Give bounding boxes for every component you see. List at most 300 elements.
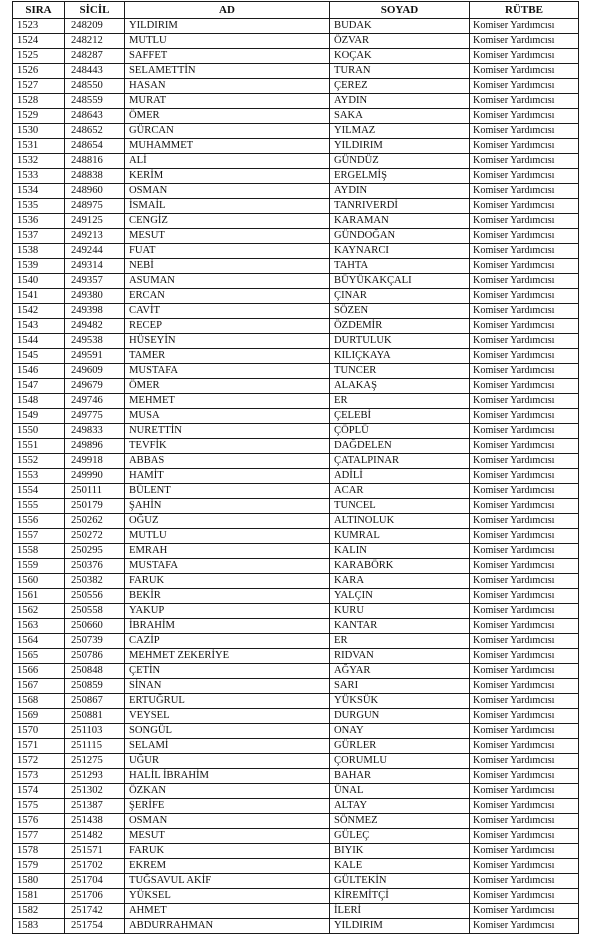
- cell-rutbe: Komiser Yardımcısı: [470, 754, 579, 769]
- cell-rutbe: Komiser Yardımcısı: [470, 64, 579, 79]
- table-row: [13, 874, 579, 889]
- cell-soyad: KILIÇKAYA: [330, 349, 470, 364]
- cell-soyad: TANRIVERDİ: [330, 199, 470, 214]
- table-row: [13, 379, 579, 394]
- cell-ad: HAMİT: [125, 469, 330, 484]
- cell-soyad: ÇINAR: [330, 289, 470, 304]
- cell-sira: 1538: [13, 244, 65, 259]
- cell-ad: GÜRCAN: [125, 124, 330, 139]
- cell-ad: YILDIRIM: [125, 19, 330, 34]
- cell-sicil: 249398: [65, 304, 125, 319]
- cell-sira: 1559: [13, 559, 65, 574]
- table-row: [13, 139, 579, 154]
- cell-sira: 1553: [13, 469, 65, 484]
- cell-ad: MUTLU: [125, 529, 330, 544]
- cell-rutbe: Komiser Yardımcısı: [470, 259, 579, 274]
- table-row: [13, 664, 579, 679]
- cell-soyad: ÖZDEMİR: [330, 319, 470, 334]
- cell-sicil: 249896: [65, 439, 125, 454]
- cell-sicil: 251571: [65, 844, 125, 859]
- cell-ad: ÇETİN: [125, 664, 330, 679]
- cell-sira: 1574: [13, 784, 65, 799]
- cell-ad: İBRAHİM: [125, 619, 330, 634]
- cell-soyad: GÜNDÜZ: [330, 154, 470, 169]
- cell-sira: 1552: [13, 454, 65, 469]
- cell-sira: 1535: [13, 199, 65, 214]
- cell-ad: FUAT: [125, 244, 330, 259]
- cell-ad: ÖMER: [125, 379, 330, 394]
- cell-soyad: KAYNARCI: [330, 244, 470, 259]
- cell-sira: 1526: [13, 64, 65, 79]
- table-row: [13, 244, 579, 259]
- cell-rutbe: Komiser Yardımcısı: [470, 859, 579, 874]
- table-row: [13, 169, 579, 184]
- cell-rutbe: Komiser Yardımcısı: [470, 709, 579, 724]
- cell-sicil: 251702: [65, 859, 125, 874]
- cell-ad: MEHMET ZEKERİYE: [125, 649, 330, 664]
- table-row: [13, 109, 579, 124]
- cell-rutbe: Komiser Yardımcısı: [470, 124, 579, 139]
- cell-sicil: 248838: [65, 169, 125, 184]
- table-row: [13, 334, 579, 349]
- cell-rutbe: Komiser Yardımcısı: [470, 784, 579, 799]
- cell-sira: 1562: [13, 604, 65, 619]
- cell-sicil: 250376: [65, 559, 125, 574]
- cell-soyad: KANTAR: [330, 619, 470, 634]
- table-row: [13, 634, 579, 649]
- cell-rutbe: Komiser Yardımcısı: [470, 169, 579, 184]
- table-header: [13, 2, 579, 19]
- cell-soyad: YILDIRIM: [330, 139, 470, 154]
- cell-sira: 1537: [13, 229, 65, 244]
- table-row: [13, 424, 579, 439]
- table-row: [13, 799, 579, 814]
- cell-sira: 1532: [13, 154, 65, 169]
- cell-rutbe: Komiser Yardımcısı: [470, 454, 579, 469]
- cell-ad: ASUMAN: [125, 274, 330, 289]
- cell-ad: HASAN: [125, 79, 330, 94]
- cell-rutbe: Komiser Yardımcısı: [470, 724, 579, 739]
- header-sira: SIRA: [13, 2, 65, 19]
- cell-rutbe: Komiser Yardımcısı: [470, 694, 579, 709]
- cell-rutbe: Komiser Yardımcısı: [470, 544, 579, 559]
- cell-ad: MUSTAFA: [125, 559, 330, 574]
- cell-sicil: 249244: [65, 244, 125, 259]
- cell-sicil: 248287: [65, 49, 125, 64]
- cell-sira: 1577: [13, 829, 65, 844]
- cell-soyad: YILDIRIM: [330, 919, 470, 934]
- cell-rutbe: Komiser Yardımcısı: [470, 514, 579, 529]
- cell-sicil: 251742: [65, 904, 125, 919]
- cell-ad: İSMAİL: [125, 199, 330, 214]
- cell-rutbe: Komiser Yardımcısı: [470, 304, 579, 319]
- cell-soyad: KARA: [330, 574, 470, 589]
- cell-sicil: 249679: [65, 379, 125, 394]
- table-row: [13, 814, 579, 829]
- cell-sicil: 250295: [65, 544, 125, 559]
- cell-sicil: 251706: [65, 889, 125, 904]
- cell-sicil: 249380: [65, 289, 125, 304]
- cell-ad: OSMAN: [125, 184, 330, 199]
- cell-soyad: BAHAR: [330, 769, 470, 784]
- cell-soyad: YÜKSÜK: [330, 694, 470, 709]
- cell-sira: 1549: [13, 409, 65, 424]
- cell-sira: 1546: [13, 364, 65, 379]
- table-row: [13, 619, 579, 634]
- cell-ad: MUSTAFA: [125, 364, 330, 379]
- cell-sicil: 250272: [65, 529, 125, 544]
- cell-sira: 1525: [13, 49, 65, 64]
- table-row: [13, 64, 579, 79]
- cell-ad: BÜLENT: [125, 484, 330, 499]
- cell-sira: 1558: [13, 544, 65, 559]
- cell-sicil: 248975: [65, 199, 125, 214]
- table-row: [13, 184, 579, 199]
- cell-sicil: 251115: [65, 739, 125, 754]
- cell-sicil: 249538: [65, 334, 125, 349]
- cell-sicil: 249213: [65, 229, 125, 244]
- cell-sira: 1581: [13, 889, 65, 904]
- table-row: [13, 394, 579, 409]
- cell-soyad: SÖZEN: [330, 304, 470, 319]
- table-row: [13, 124, 579, 139]
- cell-sira: 1556: [13, 514, 65, 529]
- cell-soyad: ÜNAL: [330, 784, 470, 799]
- cell-rutbe: Komiser Yardımcısı: [470, 844, 579, 859]
- table-row: [13, 709, 579, 724]
- cell-ad: EMRAH: [125, 544, 330, 559]
- cell-sira: 1565: [13, 649, 65, 664]
- cell-ad: MURAT: [125, 94, 330, 109]
- cell-ad: VEYSEL: [125, 709, 330, 724]
- cell-ad: UĞUR: [125, 754, 330, 769]
- cell-soyad: ER: [330, 394, 470, 409]
- cell-sira: 1530: [13, 124, 65, 139]
- cell-sira: 1580: [13, 874, 65, 889]
- cell-rutbe: Komiser Yardımcısı: [470, 214, 579, 229]
- table-row: [13, 889, 579, 904]
- cell-ad: TEVFİK: [125, 439, 330, 454]
- cell-sicil: 250739: [65, 634, 125, 649]
- cell-soyad: KARAMAN: [330, 214, 470, 229]
- cell-rutbe: Komiser Yardımcısı: [470, 19, 579, 34]
- cell-sira: 1564: [13, 634, 65, 649]
- cell-rutbe: Komiser Yardımcısı: [470, 49, 579, 64]
- cell-soyad: TURAN: [330, 64, 470, 79]
- cell-sira: 1547: [13, 379, 65, 394]
- cell-sicil: 251482: [65, 829, 125, 844]
- cell-sira: 1578: [13, 844, 65, 859]
- cell-rutbe: Komiser Yardımcısı: [470, 94, 579, 109]
- table-row: [13, 754, 579, 769]
- header-soyad: SOYAD: [330, 2, 470, 19]
- table-row: [13, 529, 579, 544]
- cell-rutbe: Komiser Yardımcısı: [470, 814, 579, 829]
- cell-ad: MEHMET: [125, 394, 330, 409]
- table-row: [13, 34, 579, 49]
- cell-rutbe: Komiser Yardımcısı: [470, 919, 579, 934]
- cell-soyad: BUDAK: [330, 19, 470, 34]
- cell-sira: 1567: [13, 679, 65, 694]
- table-row: [13, 19, 579, 34]
- table-row: [13, 739, 579, 754]
- cell-sicil: 251103: [65, 724, 125, 739]
- table-row: [13, 499, 579, 514]
- cell-sicil: 248652: [65, 124, 125, 139]
- cell-rutbe: Komiser Yardımcısı: [470, 739, 579, 754]
- cell-soyad: KURU: [330, 604, 470, 619]
- table-row: [13, 259, 579, 274]
- cell-ad: HALİL İBRAHİM: [125, 769, 330, 784]
- cell-sicil: 250558: [65, 604, 125, 619]
- cell-soyad: ÇÖPLÜ: [330, 424, 470, 439]
- cell-rutbe: Komiser Yardımcısı: [470, 484, 579, 499]
- cell-sicil: 250179: [65, 499, 125, 514]
- cell-sira: 1561: [13, 589, 65, 604]
- cell-sicil: 251302: [65, 784, 125, 799]
- cell-ad: ERTUĞRUL: [125, 694, 330, 709]
- cell-sicil: 249314: [65, 259, 125, 274]
- cell-sira: 1568: [13, 694, 65, 709]
- cell-ad: SİNAN: [125, 679, 330, 694]
- cell-ad: NURETTİN: [125, 424, 330, 439]
- cell-ad: CENGİZ: [125, 214, 330, 229]
- cell-sicil: 249125: [65, 214, 125, 229]
- cell-sira: 1555: [13, 499, 65, 514]
- cell-soyad: ÇORUMLU: [330, 754, 470, 769]
- cell-sira: 1554: [13, 484, 65, 499]
- cell-sicil: 248209: [65, 19, 125, 34]
- cell-rutbe: Komiser Yardımcısı: [470, 289, 579, 304]
- cell-rutbe: Komiser Yardımcısı: [470, 274, 579, 289]
- cell-sicil: 249833: [65, 424, 125, 439]
- table-row: [13, 484, 579, 499]
- cell-ad: ABDURRAHMAN: [125, 919, 330, 934]
- cell-sicil: 250556: [65, 589, 125, 604]
- cell-ad: FARUK: [125, 844, 330, 859]
- cell-sira: 1527: [13, 79, 65, 94]
- cell-soyad: TAHTA: [330, 259, 470, 274]
- table-row: [13, 589, 579, 604]
- table-row: [13, 154, 579, 169]
- cell-sira: 1543: [13, 319, 65, 334]
- cell-sicil: 251438: [65, 814, 125, 829]
- cell-ad: ALİ: [125, 154, 330, 169]
- table-row: [13, 409, 579, 424]
- table-row: [13, 604, 579, 619]
- cell-soyad: ALAKAŞ: [330, 379, 470, 394]
- cell-rutbe: Komiser Yardımcısı: [470, 394, 579, 409]
- cell-rutbe: Komiser Yardımcısı: [470, 79, 579, 94]
- cell-sira: 1572: [13, 754, 65, 769]
- header-rutbe: RÜTBE: [470, 2, 579, 19]
- cell-soyad: AĞYAR: [330, 664, 470, 679]
- cell-rutbe: Komiser Yardımcısı: [470, 904, 579, 919]
- table-row: [13, 844, 579, 859]
- cell-ad: HÜSEYİN: [125, 334, 330, 349]
- cell-sicil: 249609: [65, 364, 125, 379]
- cell-sicil: 248212: [65, 34, 125, 49]
- cell-ad: AHMET: [125, 904, 330, 919]
- cell-rutbe: Komiser Yardımcısı: [470, 154, 579, 169]
- cell-sira: 1582: [13, 904, 65, 919]
- cell-sira: 1571: [13, 739, 65, 754]
- cell-soyad: SÖNMEZ: [330, 814, 470, 829]
- cell-sicil: 250262: [65, 514, 125, 529]
- cell-soyad: TUNCEL: [330, 499, 470, 514]
- cell-sicil: 248550: [65, 79, 125, 94]
- cell-sicil: 250786: [65, 649, 125, 664]
- cell-sira: 1531: [13, 139, 65, 154]
- cell-sira: 1542: [13, 304, 65, 319]
- cell-soyad: İLERİ: [330, 904, 470, 919]
- table-row: [13, 319, 579, 334]
- cell-soyad: YALÇIN: [330, 589, 470, 604]
- table-row: [13, 229, 579, 244]
- cell-sicil: 249482: [65, 319, 125, 334]
- table-row: [13, 49, 579, 64]
- cell-rutbe: Komiser Yardımcısı: [470, 409, 579, 424]
- cell-soyad: GÜLTEKİN: [330, 874, 470, 889]
- cell-soyad: ER: [330, 634, 470, 649]
- table-row: [13, 544, 579, 559]
- table-row: [13, 574, 579, 589]
- cell-ad: ÖMER: [125, 109, 330, 124]
- cell-soyad: KALIN: [330, 544, 470, 559]
- cell-sira: 1550: [13, 424, 65, 439]
- table-row: [13, 649, 579, 664]
- cell-sira: 1563: [13, 619, 65, 634]
- cell-ad: TAMER: [125, 349, 330, 364]
- cell-ad: SELAMETTİN: [125, 64, 330, 79]
- cell-sicil: 250867: [65, 694, 125, 709]
- cell-sira: 1566: [13, 664, 65, 679]
- table-body: [13, 19, 579, 934]
- cell-soyad: KİREMİTÇİ: [330, 889, 470, 904]
- cell-sicil: 251754: [65, 919, 125, 934]
- cell-sicil: 248643: [65, 109, 125, 124]
- cell-sira: 1548: [13, 394, 65, 409]
- cell-ad: CAVİT: [125, 304, 330, 319]
- cell-soyad: GÜLEÇ: [330, 829, 470, 844]
- cell-sicil: 251704: [65, 874, 125, 889]
- cell-ad: ŞERİFE: [125, 799, 330, 814]
- cell-sicil: 250660: [65, 619, 125, 634]
- cell-ad: MUHAMMET: [125, 139, 330, 154]
- cell-ad: MESUT: [125, 829, 330, 844]
- cell-sira: 1545: [13, 349, 65, 364]
- cell-soyad: SARI: [330, 679, 470, 694]
- cell-soyad: ÇEREZ: [330, 79, 470, 94]
- cell-sira: 1583: [13, 919, 65, 934]
- cell-soyad: AYDIN: [330, 184, 470, 199]
- cell-rutbe: Komiser Yardımcısı: [470, 589, 579, 604]
- table-row: [13, 514, 579, 529]
- table-row: [13, 679, 579, 694]
- table-row: [13, 469, 579, 484]
- cell-soyad: GÜRLER: [330, 739, 470, 754]
- cell-rutbe: Komiser Yardımcısı: [470, 139, 579, 154]
- header-row: [13, 2, 579, 19]
- cell-sicil: 250848: [65, 664, 125, 679]
- cell-sicil: 251293: [65, 769, 125, 784]
- cell-soyad: BIYIK: [330, 844, 470, 859]
- cell-rutbe: Komiser Yardımcısı: [470, 664, 579, 679]
- header-ad: AD: [125, 2, 330, 19]
- cell-soyad: ACAR: [330, 484, 470, 499]
- personnel-table: [12, 1, 579, 934]
- cell-sira: 1539: [13, 259, 65, 274]
- cell-rutbe: Komiser Yardımcısı: [470, 574, 579, 589]
- cell-soyad: YILMAZ: [330, 124, 470, 139]
- cell-sira: 1579: [13, 859, 65, 874]
- cell-rutbe: Komiser Yardımcısı: [470, 469, 579, 484]
- cell-soyad: ÇATALPINAR: [330, 454, 470, 469]
- cell-rutbe: Komiser Yardımcısı: [470, 34, 579, 49]
- cell-rutbe: Komiser Yardımcısı: [470, 874, 579, 889]
- cell-sicil: 249746: [65, 394, 125, 409]
- cell-ad: ŞAHİN: [125, 499, 330, 514]
- cell-soyad: SAKA: [330, 109, 470, 124]
- cell-soyad: ÇELEBİ: [330, 409, 470, 424]
- cell-ad: ÖZKAN: [125, 784, 330, 799]
- cell-rutbe: Komiser Yardımcısı: [470, 499, 579, 514]
- cell-rutbe: Komiser Yardımcısı: [470, 229, 579, 244]
- cell-ad: KERİM: [125, 169, 330, 184]
- cell-rutbe: Komiser Yardımcısı: [470, 364, 579, 379]
- table-row: [13, 439, 579, 454]
- cell-soyad: ADİLİ: [330, 469, 470, 484]
- cell-sira: 1529: [13, 109, 65, 124]
- cell-sicil: 250382: [65, 574, 125, 589]
- cell-sira: 1576: [13, 814, 65, 829]
- cell-sicil: 248443: [65, 64, 125, 79]
- cell-soyad: ONAY: [330, 724, 470, 739]
- cell-ad: MUTLU: [125, 34, 330, 49]
- cell-rutbe: Komiser Yardımcısı: [470, 799, 579, 814]
- cell-rutbe: Komiser Yardımcısı: [470, 529, 579, 544]
- cell-soyad: ÖZVAR: [330, 34, 470, 49]
- cell-rutbe: Komiser Yardımcısı: [470, 604, 579, 619]
- cell-ad: MESUT: [125, 229, 330, 244]
- cell-soyad: AYDIN: [330, 94, 470, 109]
- table-row: [13, 214, 579, 229]
- cell-ad: YAKUP: [125, 604, 330, 619]
- cell-ad: OĞUZ: [125, 514, 330, 529]
- cell-soyad: ERGELMİŞ: [330, 169, 470, 184]
- cell-sicil: 251387: [65, 799, 125, 814]
- cell-rutbe: Komiser Yardımcısı: [470, 349, 579, 364]
- cell-soyad: ALTAY: [330, 799, 470, 814]
- cell-soyad: DAĞDELEN: [330, 439, 470, 454]
- cell-ad: TUĞSAVUL AKİF: [125, 874, 330, 889]
- cell-sicil: 250111: [65, 484, 125, 499]
- cell-rutbe: Komiser Yardımcısı: [470, 829, 579, 844]
- table-row: [13, 694, 579, 709]
- cell-rutbe: Komiser Yardımcısı: [470, 379, 579, 394]
- cell-sicil: 248559: [65, 94, 125, 109]
- cell-soyad: DURGUN: [330, 709, 470, 724]
- cell-sira: 1524: [13, 34, 65, 49]
- cell-soyad: RIDVAN: [330, 649, 470, 664]
- cell-ad: NEBİ: [125, 259, 330, 274]
- table-row: [13, 94, 579, 109]
- table-row: [13, 364, 579, 379]
- cell-soyad: TUNCER: [330, 364, 470, 379]
- cell-sira: 1528: [13, 94, 65, 109]
- cell-rutbe: Komiser Yardımcısı: [470, 424, 579, 439]
- cell-ad: OSMAN: [125, 814, 330, 829]
